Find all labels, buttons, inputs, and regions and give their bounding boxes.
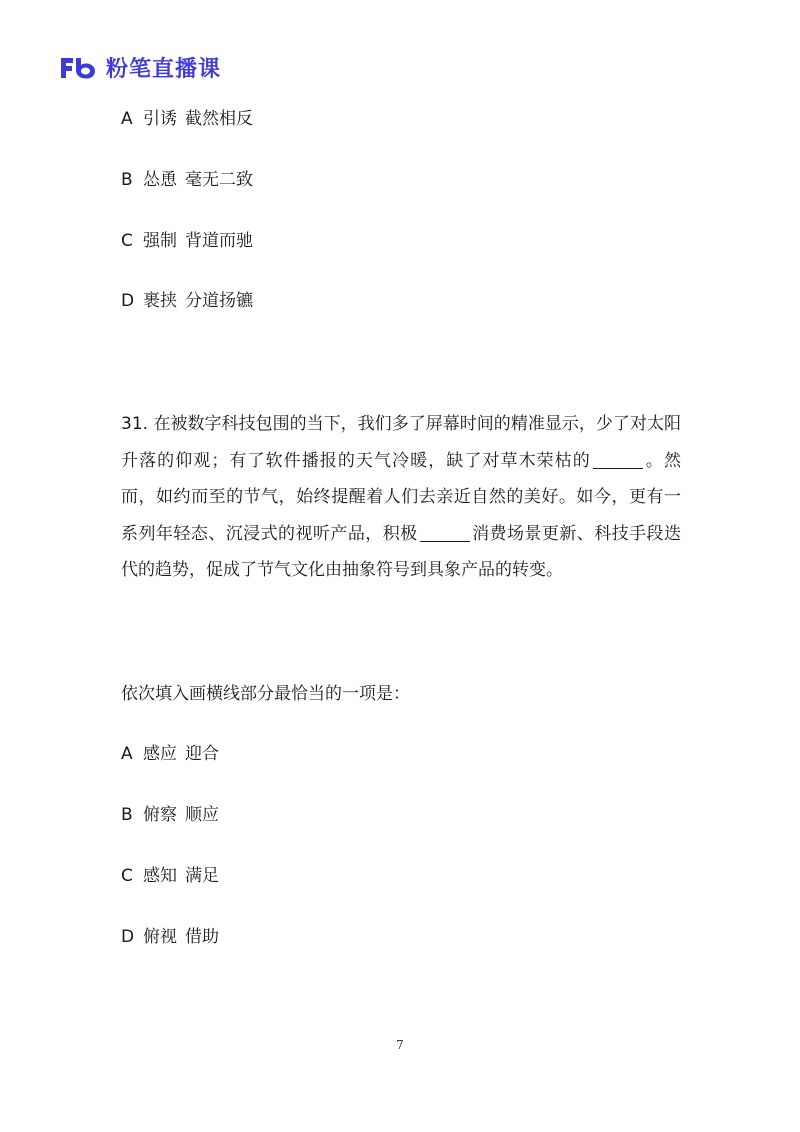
option-letter: B xyxy=(121,805,133,825)
option-word-2: 满足 xyxy=(185,866,219,886)
option-word-2: 毫无二致 xyxy=(185,170,253,190)
option-letter: A xyxy=(121,109,133,129)
page-number: 7 xyxy=(396,1038,404,1052)
option-c xyxy=(121,864,219,888)
prev-option-c xyxy=(121,229,253,253)
fill-blank-2 xyxy=(420,524,470,542)
option-letter: B xyxy=(121,170,133,190)
option-word-1: 怂恿 xyxy=(143,170,177,190)
brand-name: 粉笔直播课 xyxy=(106,57,222,82)
option-word-2: 顺应 xyxy=(185,805,219,825)
option-word-2: 迎合 xyxy=(185,744,219,764)
option-word-2: 背道而驰 xyxy=(185,231,253,251)
prev-option-a xyxy=(121,107,253,131)
option-letter: D xyxy=(121,927,135,947)
option-word-1: 俯视 xyxy=(143,927,177,947)
question-stem xyxy=(121,406,681,589)
option-word-1: 俯察 xyxy=(143,805,177,825)
option-letter: C xyxy=(121,231,133,251)
prev-option-b xyxy=(121,168,253,192)
option-d xyxy=(121,925,219,949)
brand-header xyxy=(58,52,221,83)
fill-blank-1 xyxy=(593,451,643,469)
question-text-part-1: 31. 在被数字科技包围的当下，我们多了屏幕时间的精准显示，少了对太阳升落的仰观；有了软件播报的天气冷暖，缺了对草木荣枯的 xyxy=(121,414,681,471)
option-a xyxy=(121,742,219,766)
option-word-1: 感知 xyxy=(143,866,177,886)
option-word-2: 借助 xyxy=(185,927,219,947)
option-word-1: 裹挟 xyxy=(143,291,177,311)
option-word-1: 引诱 xyxy=(143,109,177,129)
option-word-1: 感应 xyxy=(143,744,177,764)
option-b xyxy=(121,803,219,827)
option-word-2: 截然相反 xyxy=(185,109,253,129)
question-text-part-2: 。然而，如约而至的节气，始终提醒着人们去亲近自然的美好。如今，更有一系列年轻态、沉浸式的视听产品，积极 xyxy=(121,450,682,544)
option-letter: C xyxy=(121,866,133,886)
option-letter: A xyxy=(121,744,133,764)
question-instruction: 依次填入画横线部分最恰当的一项是： xyxy=(121,684,410,704)
prev-option-d xyxy=(121,289,253,313)
question-text-part-3: 消费场景更新、科技手段迭代的趋势，促成了节气文化由抽象符号到具象产品的转变。 xyxy=(121,523,682,580)
option-word-2: 分道扬镳 xyxy=(185,291,253,311)
option-letter: D xyxy=(121,291,135,311)
fenbi-logo-icon xyxy=(58,55,100,81)
option-word-1: 强制 xyxy=(143,231,177,251)
